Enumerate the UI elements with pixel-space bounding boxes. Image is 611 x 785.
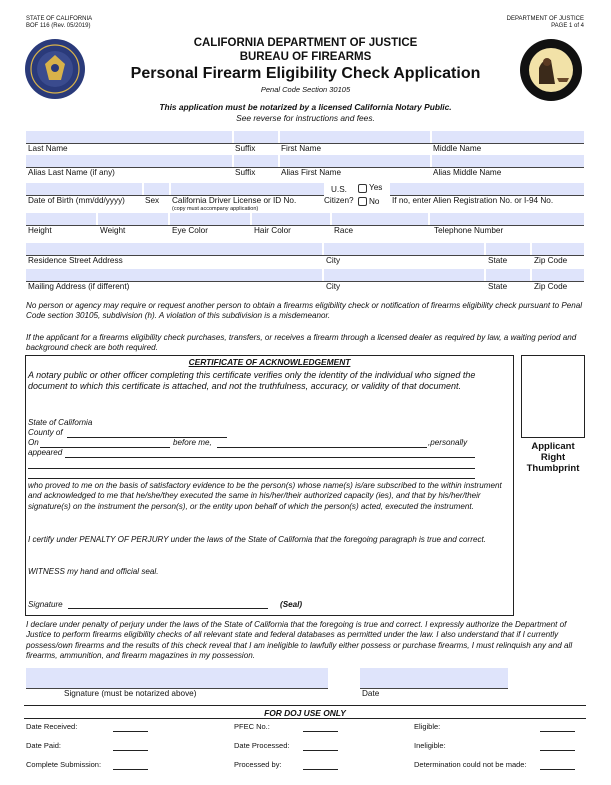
cert-before-me-label: before me,	[173, 438, 212, 447]
race-input[interactable]	[332, 213, 428, 225]
thumbprint-box[interactable]	[521, 355, 585, 438]
cert-officer-line[interactable]	[217, 447, 427, 448]
attorney-general-seal-logo	[519, 38, 583, 102]
alias-first-name-input[interactable]	[280, 155, 430, 167]
dob-label: Date of Birth (mm/dd/yyyy)	[28, 196, 125, 205]
instructions-notice: See reverse for instructions and fees.	[236, 113, 375, 123]
mailing-address-input[interactable]	[26, 269, 322, 281]
residence-city-input[interactable]	[324, 243, 484, 255]
doj-eligible-line	[540, 731, 575, 732]
middle-name-input[interactable]	[432, 131, 584, 143]
notarize-notice: This application must be notarized by a licensed California Notary Public.	[159, 102, 452, 112]
alias-suffix-label: Suffix	[235, 168, 256, 177]
citizen-yes-checkbox[interactable]	[358, 184, 367, 193]
cert-state-label: State of California	[28, 418, 93, 427]
thumbprint-label-line2: Right	[540, 452, 566, 463]
hair-color-label: Hair Color	[254, 226, 291, 235]
last-name-input[interactable]	[26, 131, 232, 143]
cert-appeared-line-3[interactable]	[28, 478, 475, 479]
cert-witness-text: WITNESS my hand and official seal.	[28, 567, 159, 576]
weight-label: Weight	[100, 226, 126, 235]
department-title: CALIFORNIA DEPARTMENT OF JUSTICE	[193, 37, 418, 49]
alias-middle-name-label: Alias Middle Name	[433, 168, 502, 177]
alias-first-name-label: Alias First Name	[281, 168, 342, 177]
doj-date-received-label: Date Received:	[26, 722, 78, 731]
residence-address-label: Residence Street Address	[28, 256, 123, 265]
eye-color-label: Eye Color	[172, 226, 208, 235]
signature-date-input[interactable]	[360, 668, 508, 688]
residence-zip-label: Zip Code	[534, 256, 568, 265]
doj-date-received-line	[113, 731, 148, 732]
doj-use-title: FOR DOJ USE ONLY	[264, 708, 346, 718]
page-number: PAGE 1 of 4	[551, 23, 584, 29]
race-label: Race	[334, 226, 354, 235]
alias-suffix-input[interactable]	[234, 155, 278, 167]
doj-pfec-label: PFEC No.:	[234, 722, 270, 731]
cert-on-label: On	[28, 438, 39, 447]
doj-date-processed-label: Date Processed:	[234, 741, 290, 750]
cert-signature-label: Signature	[28, 600, 63, 609]
doj-processed-by-label: Processed by:	[234, 760, 282, 769]
last-name-label: Last Name	[28, 144, 68, 153]
certificate-title: CERTIFICATE OF ACKNOWLEDGEMENT	[188, 357, 351, 367]
form-id: BOF 116 (Rev. 05/2019)	[26, 23, 91, 29]
mailing-city-input[interactable]	[324, 269, 484, 281]
doj-eligible-label: Eligible:	[414, 722, 441, 731]
cert-county-label: County of	[28, 428, 63, 437]
citizen-yes-label: Yes	[369, 183, 383, 192]
citizen-no-label: No	[369, 197, 380, 206]
cert-appeared-line[interactable]	[65, 457, 475, 458]
cert-appeared-line-2[interactable]	[28, 468, 475, 469]
cert-perjury-text: I certify under PENALTY OF PERJURY under the laws of the State of California that the foregoing paragraph is true and correct.	[28, 535, 486, 544]
doj-date-processed-line	[303, 750, 338, 751]
sex-input[interactable]	[144, 183, 169, 195]
alien-number-input[interactable]	[390, 183, 584, 195]
dl-label: California Driver License or ID No.	[172, 196, 297, 205]
penal-code: Penal Code Section 30105	[260, 85, 351, 94]
cert-appeared-label: appeared	[28, 448, 63, 457]
telephone-label: Telephone Number	[434, 226, 504, 235]
citizen-label: Citizen?	[324, 196, 354, 205]
suffix-input[interactable]	[234, 131, 278, 143]
alias-last-name-label: Alias Last Name (if any)	[28, 168, 115, 177]
doj-date-paid-line	[113, 750, 148, 751]
doj-date-paid-label: Date Paid:	[26, 741, 62, 750]
mailing-zip-input[interactable]	[532, 269, 584, 281]
us-label: U.S.	[331, 185, 347, 194]
alias-middle-name-input[interactable]	[432, 155, 584, 167]
sex-label: Sex	[145, 196, 160, 205]
residence-city-label: City	[326, 256, 341, 265]
mailing-state-input[interactable]	[486, 269, 530, 281]
citizen-no-checkbox[interactable]	[358, 197, 367, 206]
cert-personally-label: ,personally	[428, 438, 468, 447]
first-name-label: First Name	[281, 144, 322, 153]
page-title: Personal Firearm Eligibility Check Application	[130, 65, 481, 82]
hair-color-input[interactable]	[252, 213, 330, 225]
eye-color-input[interactable]	[170, 213, 250, 225]
suffix-label: Suffix	[235, 144, 256, 153]
certificate-intro: A notary public or other officer completing this certificate verifies only the identity of the individual who signed the document to which this certificate is attached, and not the truthfulness, accuracy, or validity of that document.	[28, 370, 476, 392]
cert-proved-text: who proved to me on the basis of satisfactory evidence to be the person(s) whose name(s) is/are subscribed to the within instrument and acknowledged to me that he/she/they executed the same in his/her/their authorized capacity (ies), and that by his/her/their signature(s) on the instrument the person(s), or the entity upon behalf of which the person(s) acted, executed the instrument.	[28, 481, 502, 511]
telephone-input[interactable]	[430, 213, 584, 225]
dl-input[interactable]	[171, 183, 324, 195]
height-input[interactable]	[26, 213, 96, 225]
weight-input[interactable]	[98, 213, 168, 225]
mailing-city-label: City	[326, 282, 341, 291]
state-label: STATE OF CALIFORNIA	[26, 16, 93, 22]
residence-state-label: State	[488, 256, 508, 265]
thumbprint-label-line3: Thumbprint	[526, 463, 580, 474]
middle-name-label: Middle Name	[433, 144, 482, 153]
doj-complete-line	[113, 769, 148, 770]
applicant-signature-input[interactable]	[26, 668, 328, 688]
thumbprint-label-line1: Applicant	[531, 441, 575, 452]
dl-note: (copy must accompany application)	[172, 206, 259, 212]
doj-determination-label: Determination could not be made:	[414, 760, 527, 769]
residence-zip-input[interactable]	[532, 243, 584, 255]
height-label: Height	[28, 226, 52, 235]
bureau-title: BUREAU OF FIREARMS	[239, 51, 372, 63]
mailing-zip-label: Zip Code	[534, 282, 568, 291]
doj-complete-label: Complete Submission:	[26, 760, 102, 769]
bureau-seal-logo	[24, 38, 86, 100]
waiting-period-notice: If the applicant for a firearms eligibility check purchases, transfers, or receives a firearm through a licensed dealer as required by law, a waiting period and background check are both required.	[26, 333, 577, 353]
alias-last-name-input[interactable]	[26, 155, 232, 167]
alien-label: If no, enter Alien Registration No. or I-94 No.	[392, 196, 554, 205]
doj-determination-line	[540, 769, 575, 770]
dept-label: DEPARTMENT OF JUSTICE	[506, 16, 584, 22]
signature-date-label: Date	[362, 689, 380, 698]
first-name-input[interactable]	[280, 131, 430, 143]
declaration-text: I declare under penalty of perjury under the laws of the State of California that the foregoing is true and correct. I expressly authorize the Department of Justice to perform firearms eligibility checks of all relevant state and federal databases as permitted under the law. I also understand that if I currently possess/own firearms and the results of this check reveal that I am ineligible to lawfully either possess or purchase firearms, I must relinquish any and all firearms, ammunition, and firearm magazines in my possession.	[26, 620, 573, 661]
request-prohibition-notice: No person or agency may require or request another person to obtain a firearms eligibility check or notification of firearms eligibility check pursuant to Penal Code section 30105, subdivision (h). A violation of this subdivision is a misdemeanor.	[26, 301, 583, 321]
cert-seal-label: (Seal)	[280, 600, 303, 609]
doj-ineligible-line	[540, 750, 575, 751]
mailing-state-label: State	[488, 282, 508, 291]
mailing-address-label: Mailing Address (if different)	[28, 282, 130, 291]
doj-ineligible-label: Ineligible:	[414, 741, 446, 750]
doj-processed-by-line	[303, 769, 338, 770]
cert-signature-line[interactable]	[68, 608, 268, 609]
doj-pfec-line	[303, 731, 338, 732]
dob-input[interactable]	[26, 183, 142, 195]
residence-state-input[interactable]	[486, 243, 530, 255]
applicant-signature-label: Signature (must be notarized above)	[64, 689, 197, 698]
residence-address-input[interactable]	[26, 243, 322, 255]
